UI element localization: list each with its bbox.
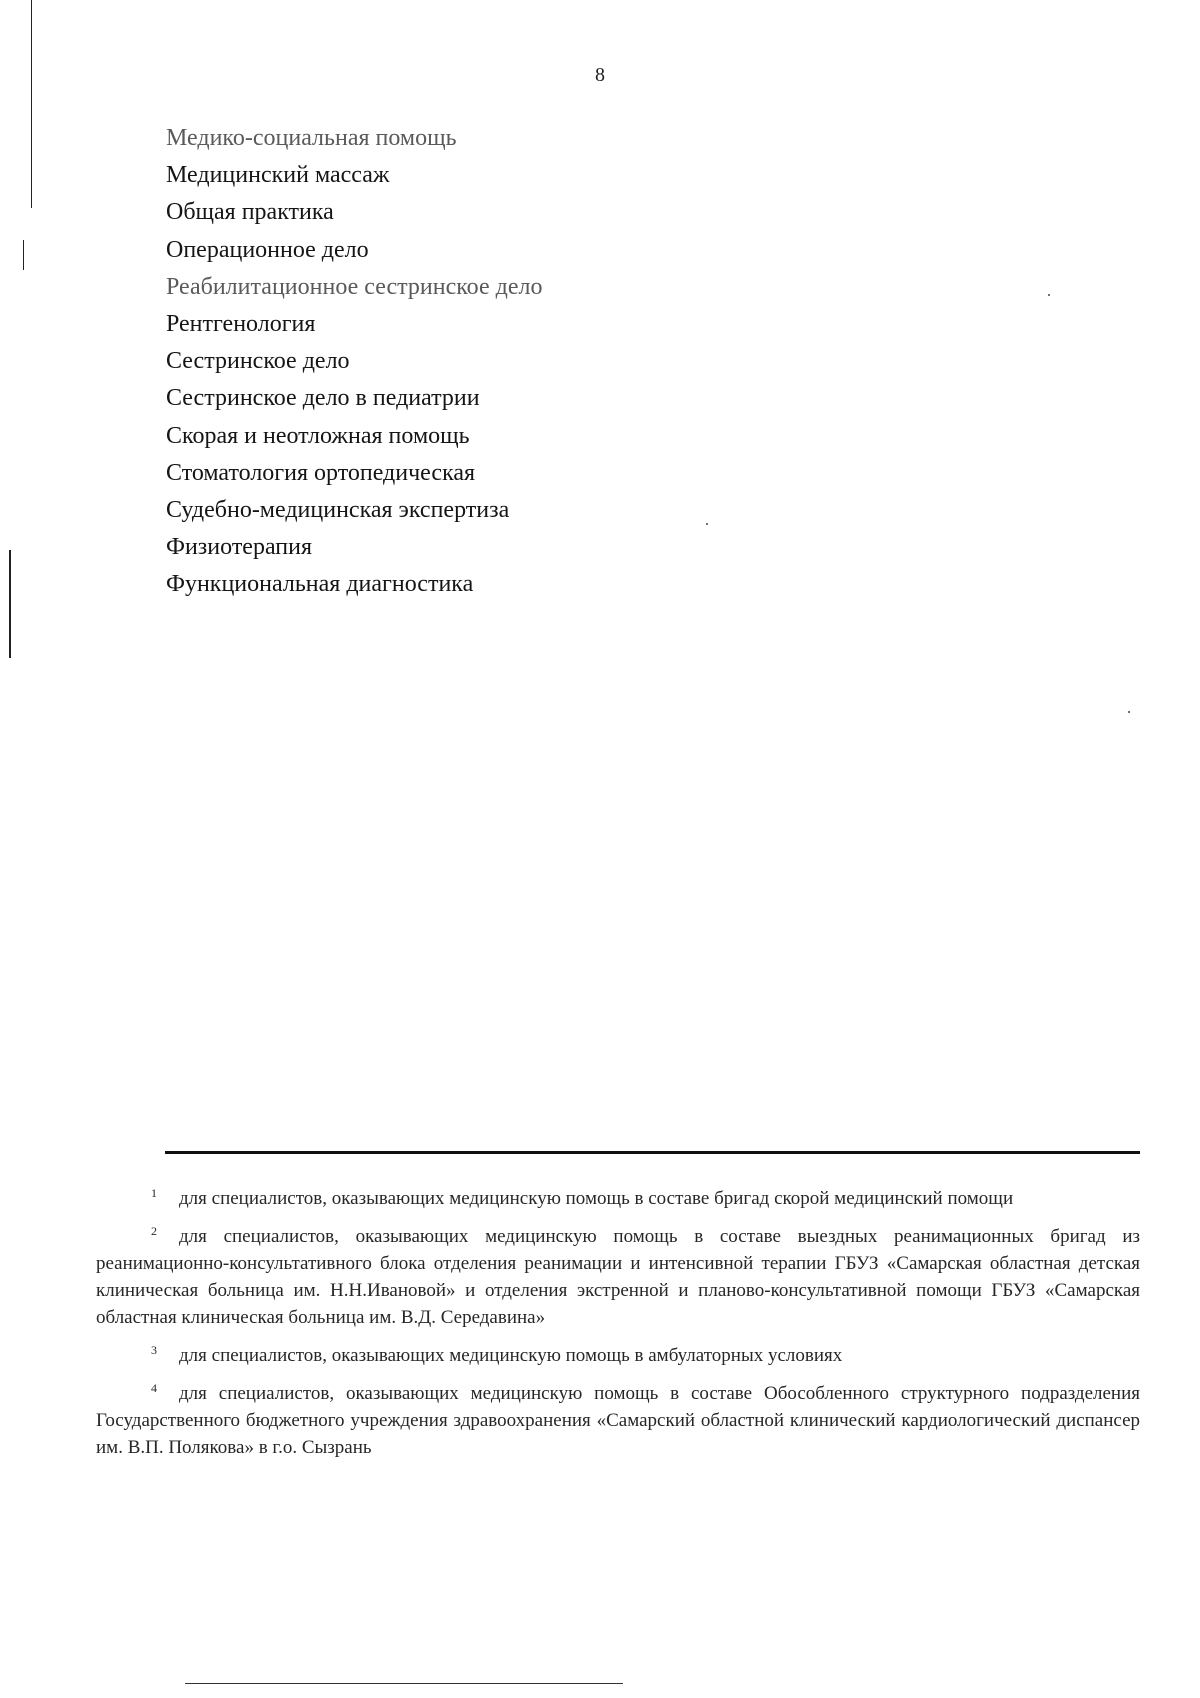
- footnote-text: для специалистов, оказывающих медицинскую помощь в амбулаторных условиях: [179, 1345, 843, 1366]
- scan-artifact-line: [31, 0, 32, 208]
- footnote-mark: 2: [151, 1223, 157, 1238]
- page-number: 8: [595, 64, 605, 86]
- specialty-item: Физиотерапия: [166, 534, 313, 561]
- scan-speck: [1048, 294, 1050, 296]
- bottom-line: [185, 1683, 623, 1684]
- footnotes: [96, 1185, 1140, 1472]
- specialty-list: [166, 120, 542, 603]
- specialty-item: Судебно-медицинская экспертиза: [166, 496, 510, 523]
- specialty-item: Функциональная диагностика: [166, 571, 474, 598]
- specialty-item: Скорая и неотложная помощь: [166, 422, 470, 449]
- footnote-mark: 4: [151, 1380, 157, 1395]
- specialty-item: Сестринское дело: [166, 348, 350, 375]
- footnote: [96, 1342, 1140, 1369]
- scan-artifact-line: [23, 240, 24, 270]
- footnote-mark: 1: [151, 1185, 157, 1200]
- scan-artifact-line: [9, 550, 11, 658]
- footnote-separator: [165, 1151, 1140, 1154]
- footnote-mark: 3: [151, 1342, 157, 1357]
- specialty-item: Операционное дело: [166, 236, 369, 263]
- specialty-item: Стоматология ортопедическая: [166, 459, 476, 486]
- scan-speck: [706, 523, 708, 525]
- specialty-item: Сестринское дело в педиатрии: [166, 385, 480, 412]
- footnote: [96, 1185, 1140, 1212]
- scan-speck: [1128, 711, 1130, 713]
- specialty-item: Реабилитационное сестринское дело: [166, 273, 543, 300]
- footnote: [96, 1380, 1140, 1461]
- specialty-item: Медицинский массаж: [166, 162, 390, 189]
- footnote: [96, 1223, 1140, 1331]
- footnote-text: для специалистов, оказывающих медицинскую помощь в составе выездных реанимационных бригад из реанимационно-консультативного блока отделения реанимации и интенсивной терапии ГБУЗ «Самарская областная детская клиническая больница им. Н.Н.Ивановой» и отделения экстренной и планово-консультативной помощи ГБУЗ «Самарская областная клиническая больница им. В.Д. Середавина»: [96, 1226, 1140, 1328]
- specialty-item: Рентгенология: [166, 310, 316, 337]
- specialty-item: Общая практика: [166, 199, 334, 226]
- footnote-text: для специалистов, оказывающих медицинскую помощь в составе бригад скорой медицинский помощи: [179, 1188, 1014, 1209]
- footnote-text: для специалистов, оказывающих медицинскую помощь в составе Обособленного структурного подразделения Государственного бюджетного учреждения здравоохранения «Самарский областной клинический кардиологический диспансер им. В.П. Полякова» в г.о. Сызрань: [96, 1383, 1140, 1458]
- specialty-item: Медико-социальная помощь: [166, 125, 457, 151]
